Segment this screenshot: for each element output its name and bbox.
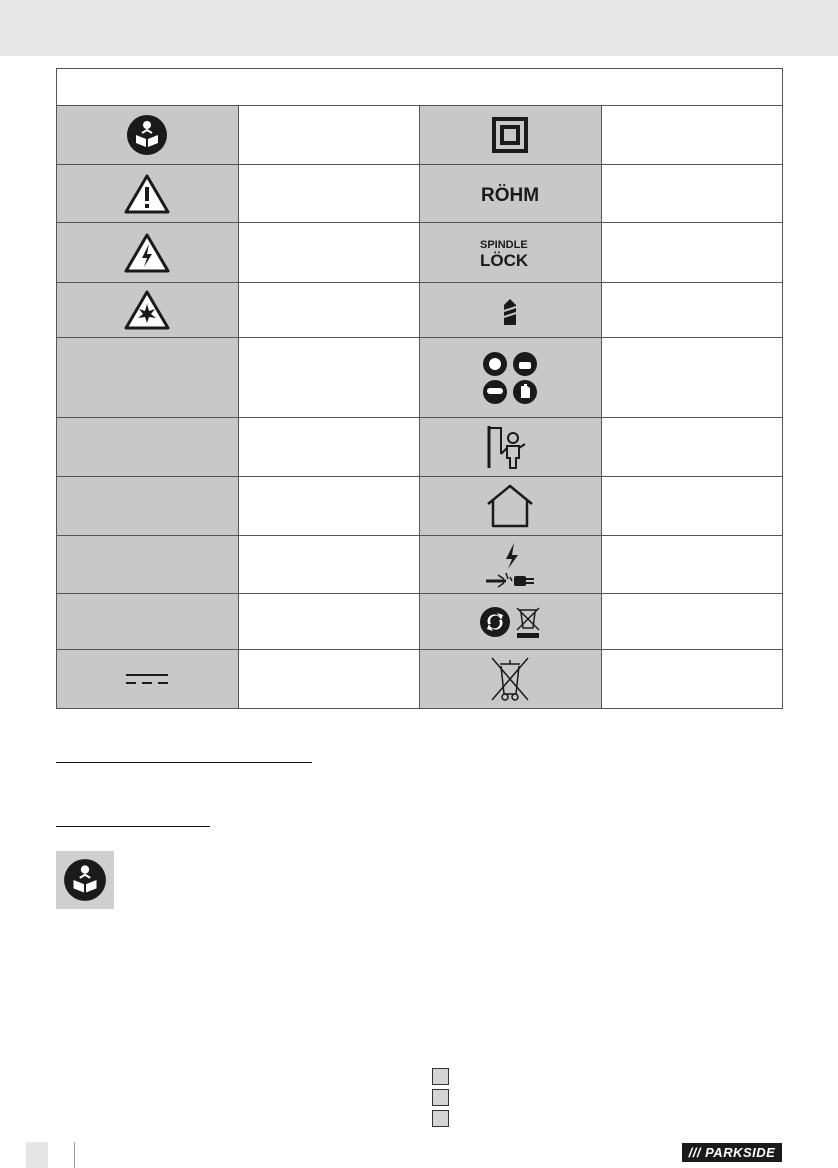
read-manual-icon	[125, 113, 169, 157]
icon-cell	[420, 338, 602, 418]
warning-triangle-icon	[124, 174, 170, 214]
icon-cell	[57, 418, 239, 477]
text-cell	[601, 283, 783, 338]
icon-cell	[57, 650, 239, 709]
text-cell	[601, 223, 783, 283]
icon-cell	[57, 536, 239, 594]
table-row	[57, 223, 783, 283]
text-cell	[238, 106, 420, 165]
icon-cell	[57, 283, 239, 338]
rohm-logo-icon	[478, 182, 542, 206]
text-cell	[238, 338, 420, 418]
text-cell	[601, 338, 783, 418]
table-row	[57, 283, 783, 338]
icon-cell	[57, 165, 239, 223]
section-heading-underline	[56, 762, 312, 763]
checkbox[interactable]	[432, 1089, 449, 1106]
checkbox[interactable]	[432, 1068, 449, 1085]
icon-cell	[420, 418, 602, 477]
text-cell	[238, 477, 420, 536]
icon-cell	[420, 536, 602, 594]
table-row	[57, 594, 783, 650]
icon-cell	[57, 594, 239, 650]
electric-shock-warning-icon	[124, 233, 170, 273]
table-row	[57, 536, 783, 594]
keep-children-away-icon	[487, 424, 533, 470]
page-number-box	[26, 1142, 48, 1168]
text-cell	[601, 536, 783, 594]
spindle-lock-line1: SPINDLE	[480, 238, 528, 251]
drill-bit-icon	[500, 295, 520, 325]
text-cell	[238, 223, 420, 283]
read-manual-icon	[62, 857, 108, 903]
table-row	[57, 338, 783, 418]
protective-equipment-icon	[480, 350, 540, 406]
icon-cell	[420, 106, 602, 165]
icon-cell	[420, 223, 602, 283]
subsection-heading-underline	[56, 826, 210, 827]
text-cell	[601, 106, 783, 165]
icon-cell	[57, 477, 239, 536]
checkbox[interactable]	[432, 1110, 449, 1127]
icon-cell	[420, 477, 602, 536]
icon-cell	[420, 165, 602, 223]
text-cell	[238, 165, 420, 223]
direct-current-icon	[124, 669, 170, 689]
text-cell	[238, 418, 420, 477]
text-cell	[238, 536, 420, 594]
rohm-logo-text: RÖHM	[481, 184, 540, 206]
icon-cell	[420, 594, 602, 650]
table-row	[57, 650, 783, 709]
table-row	[57, 165, 783, 223]
table-row	[57, 106, 783, 165]
footer-divider	[74, 1142, 75, 1168]
protection-class-ii-icon	[492, 117, 528, 153]
icon-cell	[420, 283, 602, 338]
spindle-lock-icon	[478, 236, 542, 270]
table-row	[57, 418, 783, 477]
text-cell	[601, 650, 783, 709]
text-cell	[601, 165, 783, 223]
icon-cell	[57, 338, 239, 418]
text-cell	[238, 650, 420, 709]
icon-cell	[57, 106, 239, 165]
spindle-lock-line2: LÖCK	[480, 250, 529, 270]
read-manual-box	[56, 851, 114, 909]
text-cell	[601, 418, 783, 477]
brand-logo: /// PARKSIDE	[682, 1143, 782, 1162]
crossed-out-bin-icon	[490, 656, 530, 702]
icon-cell	[57, 223, 239, 283]
recycling-symbols-icon	[479, 604, 541, 640]
text-cell	[601, 594, 783, 650]
icon-cell	[420, 650, 602, 709]
text-cell	[238, 594, 420, 650]
indoor-use-house-icon	[485, 484, 535, 528]
symbol-table	[56, 68, 783, 709]
text-cell	[238, 283, 420, 338]
page-header-band	[0, 0, 838, 56]
text-cell	[601, 477, 783, 536]
symbol-table-header-cell	[57, 69, 783, 106]
explosion-hazard-icon	[124, 290, 170, 330]
symbol-table-header	[57, 69, 783, 106]
table-row	[57, 477, 783, 536]
unplug-before-work-icon	[484, 541, 536, 589]
